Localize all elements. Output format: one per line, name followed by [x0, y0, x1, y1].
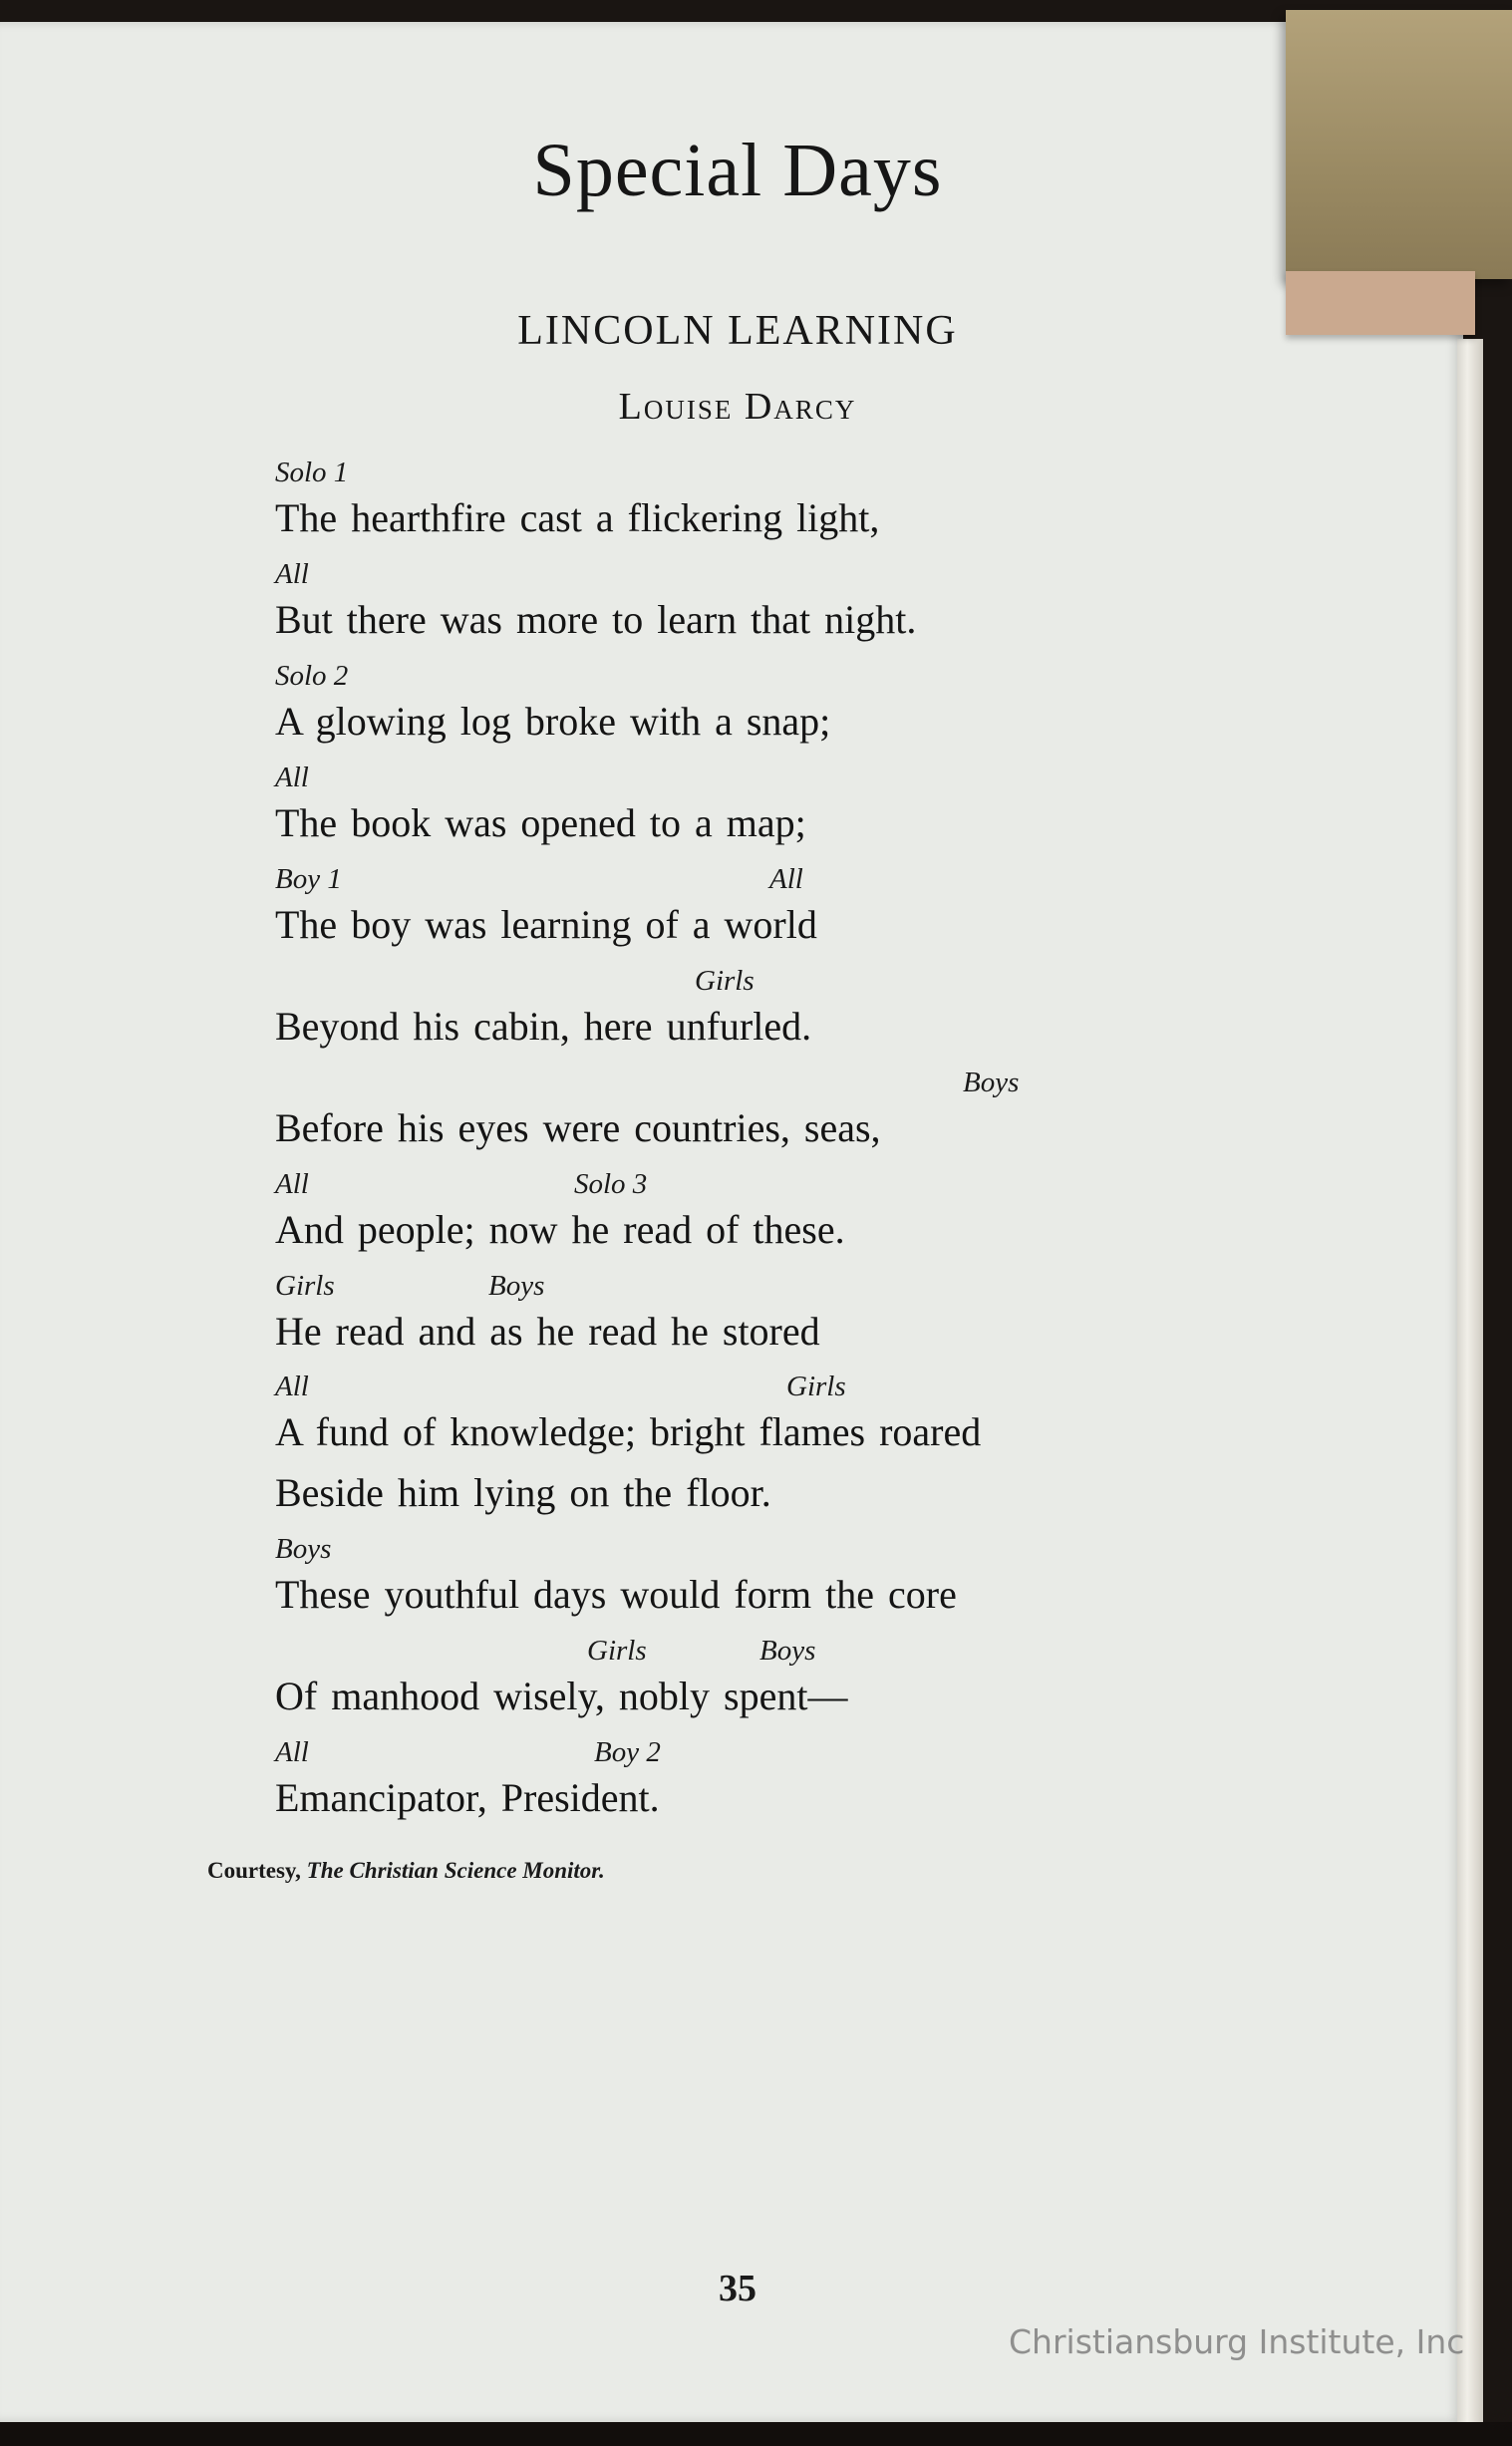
poem-line: A fund of knowledge; bright flames roared — [275, 1409, 982, 1454]
speaker-cue: Girls — [587, 1635, 647, 1667]
poem-line: A glowing log broke with a snap; — [275, 699, 831, 744]
speaker-cue: Boys — [963, 1067, 1020, 1098]
speaker-cue: Solo 2 — [275, 660, 349, 692]
speaker-cue: All — [275, 1736, 309, 1768]
credit-line — [207, 1858, 605, 1884]
speaker-cue: Boy 2 — [594, 1736, 661, 1768]
speaker-cue: Boys — [488, 1270, 545, 1302]
page-stack-edge — [1457, 339, 1483, 2422]
poem-line: But there was more to learn that night. — [275, 597, 917, 642]
speaker-cue: Solo 1 — [275, 457, 349, 488]
speaker-cue: Girls — [275, 1270, 335, 1302]
poem-line: The boy was learning of a world — [275, 902, 817, 947]
scan-border — [0, 2422, 1512, 2446]
speaker-cue: Boy 1 — [275, 863, 342, 895]
speaker-cue: Girls — [786, 1371, 846, 1402]
poem-author: Louise Darcy — [618, 386, 857, 428]
poem-line: The hearthfire cast a flickering light, — [275, 495, 880, 540]
poem-line: The book was opened to a map; — [275, 800, 806, 845]
speaker-cue: All — [275, 762, 309, 793]
poem-line: Emancipator, President. — [275, 1775, 660, 1820]
speaker-cue: All — [769, 863, 803, 895]
speaker-cue: Boys — [759, 1635, 816, 1667]
watermark: Christiansburg Institute, Inc — [1009, 2322, 1465, 2361]
poem-line: Before his eyes were countries, seas, — [275, 1105, 881, 1150]
poem-line: These youthful days would form the core — [275, 1572, 957, 1617]
speaker-cue: Girls — [695, 965, 755, 997]
speaker-cue: Boys — [275, 1533, 332, 1565]
credit-prefix: Courtesy, — [207, 1858, 301, 1883]
poem-line: Beyond his cabin, here unfurled. — [275, 1004, 812, 1049]
speaker-cue: All — [275, 558, 309, 590]
poem-line: Beside him lying on the floor. — [275, 1470, 771, 1515]
poem-line: And people; now he read of these. — [275, 1207, 845, 1252]
poem-line: He read and as he read he stored — [275, 1309, 820, 1354]
section-title: Special Days — [532, 129, 943, 212]
speaker-cue: Solo 3 — [574, 1168, 648, 1200]
poem-line: Of manhood wisely, nobly spent— — [275, 1674, 848, 1718]
speaker-cue: All — [275, 1371, 309, 1402]
poem-title: LINCOLN LEARNING — [517, 308, 958, 354]
speaker-cue: All — [275, 1168, 309, 1200]
credit-source: The Christian Science Monitor. — [306, 1858, 605, 1883]
page-number: 35 — [719, 2268, 756, 2309]
